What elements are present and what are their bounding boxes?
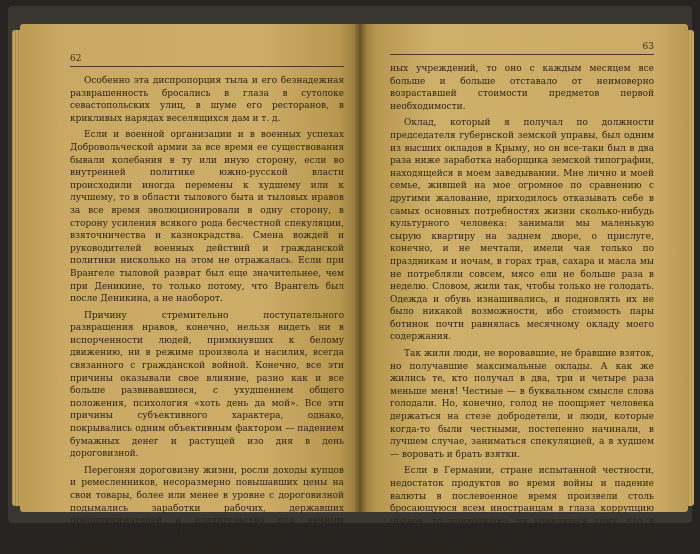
paragraph: Если в Германии, стране испытанной честности, недостаток продуктов во время войны и падение валюты в послевоенное время произвели столь бросающуюся всем иностранцам в глаза коррупцию нравов, то приходилось ли удивляться тому, что в России, где честность никогда не являлась основной добродетелью, во время [390,466,654,552]
paragraph: Оклад, который я получал по должности председателя губернской земской управы, был одним из высших окладов в Крыму, но он все-таки был в два раза ниже заработка наборщика земской типографии, находящейся в моем заведывании. Мне лично и моей семье, жившей на мое огромное по сравнению с другими жалование, приходилось отказывать себе в самых основных потребностях жизни сколько-нибудь культурного человека: занимали мы маленькую сырую квартиру на заднем дворе, о прислуге, конечно, и не мечтали, имели чая только по праздникам и ночам, в горах трав, сахара и масла мы не потребляли совсем, мясо ели не больше раза в неделю. Словом, жили так, чтобы только не голодать. Одежда и обувь изнашивались, и подновлять их не было никакой возможности, ибо стоимость пары ботинок почти равнялась месячному окладу моего содержания. [390,118,654,343]
left-page [20,24,360,552]
page-number: 62 [70,54,82,64]
header-rule [70,66,344,67]
paragraph: Перегоняя дороговизну жизни, росли доходы купцов и ремесленников, несоразмерно повышавших цены на свои товары, более или менее в уровне с дороговизной подымались заработки рабочих, державших предпринимателей и правительство под вечным страхом забастовок. Что касается жалования офицеров, чиновников или служащих общественных [70,465,344,552]
paragraph: Так жили люди, не воровавшие, не бравшие взяток, но получавшие максимальные оклады. А как же жились те, кто получал в два, три и четыре раза меньше меня! Честные — в буквальном смысле слова голодали. Но, конечно, голод не поощряет человека держаться на стезе добродетели, и люди, которые когда-то были честными, постепенно начинали, в лучшем случае, заниматься спекуляцией, а в худшем — воровать и брать взятки. [390,349,654,460]
paragraph: Особенно эта диспропорция тыла и его безнадежная разврашенность бросались в глаза в сутолоке севастопольских улиц, в шуме его ресторанов, в крикливых нарядах веселящихся дам и т. д. [70,76,344,124]
paragraph: ных учреждений, то оно с каждым месяцем все больше и больше отставало от неимоверно возраставшей стоимости предметов первой необходимости. [390,64,654,112]
page-text [390,63,654,554]
open-book [8,6,692,552]
paragraph: Причину стремительно поступательного развращения нравов, конечно, нельзя видеть ни в испорченности людей, примкнувших к белому движению, ни в режиме произвола и насилия, всегда связанного с гражданской войной. Конечно, все эти причины оказывали свое влияние, разно как и все больше развивавшиеся, с ухудшением общего положения, психология «хоть день да мой». Все эти причины субъективного характера, однако, покрывались одним объективным фактором — падением бумажных денег и растущей изо дня в день дороговизной. [70,310,344,460]
paragraph: Если и военной организации и в военных успехах Добровольческой армии за все время ее существования бывали колебания в ту или иную сторону, если во внутренней политике южно-русской власти происходили иногда перемены к худшему или к лучшему, то в области тылового быта и тыловых нравов за все время эволюционировали в одну сторону, в сторону усиления всякого рода бесчестной спекуляции, взяточничества и казнокрадства. Смена вождей и руководителей военных действий и гражданской политики нисколько на этом не отражалась. Если при Врангеле тыловой разврат был еще значительнее, чем при Деникине, то только потому, что Врангель был после Деникина, а не наоборот. [70,130,344,305]
page-text [70,75,344,553]
right-page [360,24,688,552]
page-number: 63 [642,42,654,52]
right-page-edges [688,30,694,506]
book-gutter [354,24,366,512]
header-rule [390,54,654,55]
